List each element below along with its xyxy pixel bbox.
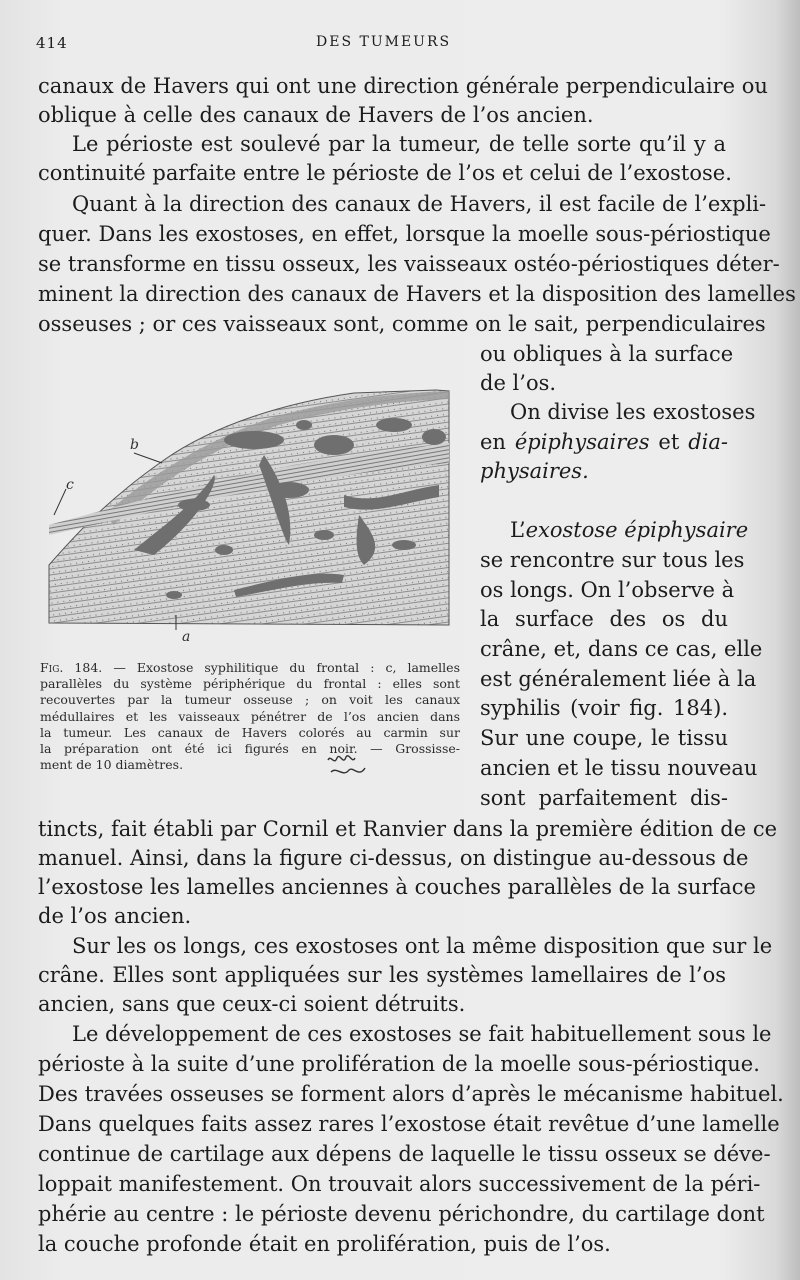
pointer-b [134,453,162,463]
text-line: continuité parfaite entre le périoste de l’os et celui de l’exostose. [38,161,732,185]
column-line [480,428,728,457]
caption-line [40,660,460,676]
caption-number: Fig. 184. [40,660,103,675]
caption-text: — Exostose syphilitique du frontal : c, lamelles [113,660,460,675]
figure-label-b: b [130,437,139,453]
term-dia: dia- [688,430,728,454]
caption-line: la tumeur. Les canaux de Havers colorés au carmin sur [40,724,460,740]
column-word: en [480,430,506,454]
column-line: crâne, et, dans ce cas, elle [480,637,763,661]
pointer-c [54,489,66,515]
text-line: canaux de Havers qui ont une direction générale perpendiculaire ou [38,74,768,98]
text-line: quer. Dans les exostoses, en effet, lorsque la moelle sous-périostique [38,222,771,246]
column-line: la surface des os du [480,607,728,631]
column-line: ancien et le tissu nouveau [480,756,758,780]
figure-184 [44,385,454,645]
running-title: DES TUMEURS [316,34,452,50]
text-line: l’exostose les lamelles anciennes à couches parallèles de la surface [38,875,756,899]
column-word: L’ [510,518,526,542]
histology-illustration [44,385,454,645]
caption-line: médullaires et les vaisseaux pénétrer de l’os ancien dans [40,708,460,724]
text-line: minent la direction des canaux de Havers et la disposition des lamelles [38,282,796,306]
column-line: de l’os. [480,371,557,395]
column-word: et [658,430,680,454]
text-line: ancien, sans que ceux-ci soient détruits. [38,992,466,1016]
text-line: Quant à la direction des canaux de Havers, il est facile de l’expli- [72,192,767,216]
term-exostose-epiphysaire: exostose épiphysaire [525,518,749,542]
column-line: On divise les exostoses [510,400,756,424]
text-line: manuel. Ainsi, dans la figure ci-dessus, on distingue au-dessous de [38,846,749,870]
column-line: se rencontre sur tous les [480,548,745,572]
caption-line: la préparation ont été ici figurés en noir. — Grossisse- [40,740,460,756]
term-epiphysaires: épiphysaires [514,430,650,454]
page-number: 414 [36,34,68,52]
text-line: oblique à celle des canaux de Havers de l’os ancien. [38,103,594,127]
term-diaphysaires: physaires. [480,459,589,483]
column-line: est généralement liée à la [480,667,757,691]
caption-line: ment de 10 diamètres. [40,757,184,773]
text-line: continue de cartilage aux dépens de laquelle le tissu osseux se déve- [38,1142,771,1166]
text-line: osseuses ; or ces vaisseaux sont, comme on le sait, perpendiculaires [38,312,766,336]
text-line: crâne. Elles sont appliquées sur les systèmes lamellaires de l’os [38,963,726,987]
figure-label-c: c [66,477,74,493]
text-line: périoste à la suite d’une prolifération de la moelle sous-périostique. [38,1052,760,1076]
text-line: loppait manifestement. On trouvait alors successivement de la péri- [38,1172,761,1196]
column-line [510,516,749,545]
figure-caption [40,660,460,773]
column-line: Sur une coupe, le tissu [480,726,728,750]
caption-line: parallèles du système périphérique du frontal : elles sont [40,676,460,692]
text-line: phérie au centre : le périoste devenu périchondre, du cartilage dont [38,1202,765,1226]
figure-label-a: a [182,629,191,645]
text-line: Le développement de ces exostoses se fait habituellement sous le [72,1022,772,1046]
text-line: se transforme en tissu osseux, les vaisseaux ostéo-périostiques déter- [38,252,780,276]
column-line: ou obliques à la surface [480,342,734,366]
text-line: Dans quelques faits assez rares l’exostose était revêtue d’une lamelle [38,1112,780,1136]
handwritten-annotation [325,752,370,782]
text-line: tincts, fait établi par Cornil et Ranvier dans la première édition de ce [38,817,778,841]
column-line: syphilis (voir fig. 184). [480,696,728,720]
page-header [36,34,776,56]
text-line: de l’os ancien. [38,904,192,928]
text-line: Des travées osseuses se forment alors d’après le mécanisme habituel. [38,1082,784,1106]
column-line: os longs. On l’observe à [480,578,735,602]
text-line: Sur les os longs, ces exostoses ont la même disposition que sur le [72,934,773,958]
caption-line: recouvertes par la tumeur osseuse ; on voit les canaux [40,692,460,708]
column-line: sont parfaitement dis- [480,786,728,810]
text-line: Le périoste est soulevé par la tumeur, de telle sorte qu’il y a [72,132,726,156]
text-line: la couche profonde était en prolifération, puis de l’os. [38,1232,611,1256]
